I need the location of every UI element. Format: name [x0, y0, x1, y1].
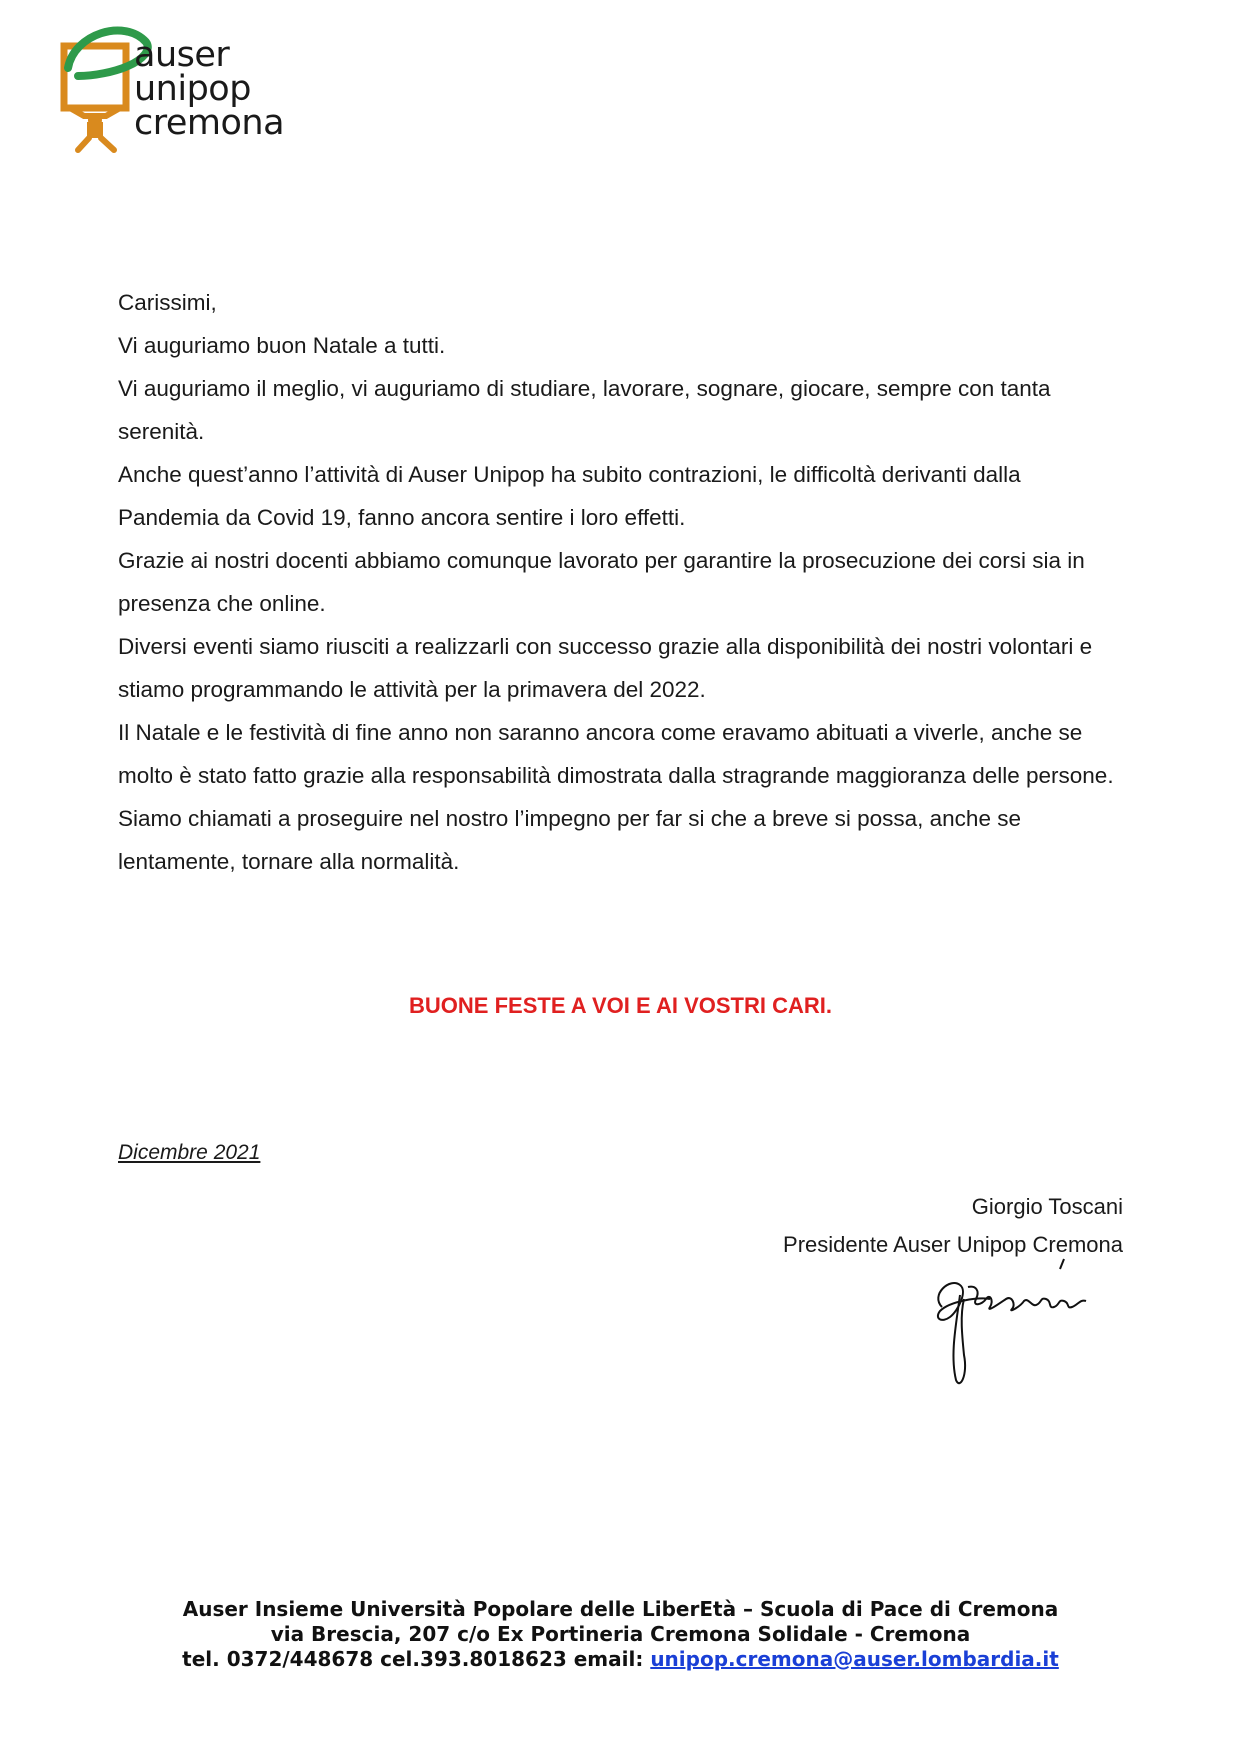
holiday-greeting: BUONE FESTE A VOI E AI VOSTRI CARI.: [409, 993, 832, 1018]
logo-line-2: unipop: [134, 69, 251, 109]
logo-wordmark: [134, 35, 285, 143]
signer-name: Giorgio Toscani: [971, 1194, 1123, 1219]
auser-unipop-logo: [54, 16, 314, 156]
letter-body: [118, 281, 1128, 883]
paragraph: Siamo chiamati a proseguire nel nostro l’impegno per far si che a breve si possa, anche se lentamente, tornare alla normalità.: [118, 806, 1021, 874]
logo-line-1: auser: [134, 35, 230, 75]
handwritten-signature: [920, 1255, 1120, 1395]
letter-date: Dicembre 2021: [118, 1141, 261, 1164]
paragraph: Anche quest’anno l’attività di Auser Unipop ha subito contrazioni, le difficoltà derivanti dalla Pandemia da Covid 19, fanno ancora sentire i loro effetti.: [118, 462, 1021, 530]
paragraph: Vi auguriamo buon Natale a tutti.: [118, 333, 446, 358]
footer-line-3: [0, 1647, 1241, 1672]
footer-line-1: Auser Insieme Università Popolare delle LiberEtà – Scuola di Pace di Cremona: [182, 1597, 1059, 1621]
logo-line-3: cremona: [134, 103, 285, 143]
footer-contact: tel. 0372/448678 cel.393.8018623 email:: [182, 1647, 651, 1671]
paragraph: Il Natale e le festività di fine anno non saranno ancora come eravamo abituati a viverle, anche se molto è stato fatto grazie alla responsabilità dimostrata dalla stragrande maggioranza delle persone.: [118, 720, 1114, 788]
signer-block: [783, 1188, 1123, 1264]
salutation: Carissimi,: [118, 290, 217, 315]
footer-line-2: via Brescia, 207 c/o Ex Portineria Cremona Solidale - Cremona: [270, 1622, 971, 1646]
footer: [0, 1597, 1241, 1672]
paragraph: Grazie ai nostri docenti abbiamo comunque lavorato per garantire la prosecuzione dei corsi sia in presenza che online.: [118, 548, 1085, 616]
paragraph: Vi auguriamo il meglio, vi auguriamo di studiare, lavorare, sognare, giocare, sempre con tanta serenità.: [118, 376, 1051, 444]
email-link[interactable]: unipop.cremona@auser.lombardia.it: [650, 1647, 1059, 1671]
signer-title: Presidente Auser Unipop Cremona: [783, 1232, 1123, 1257]
paragraph: Diversi eventi siamo riusciti a realizzarli con successo grazie alla disponibilità dei nostri volontari e stiamo programmando le attività per la primavera del 2022.: [118, 634, 1093, 702]
